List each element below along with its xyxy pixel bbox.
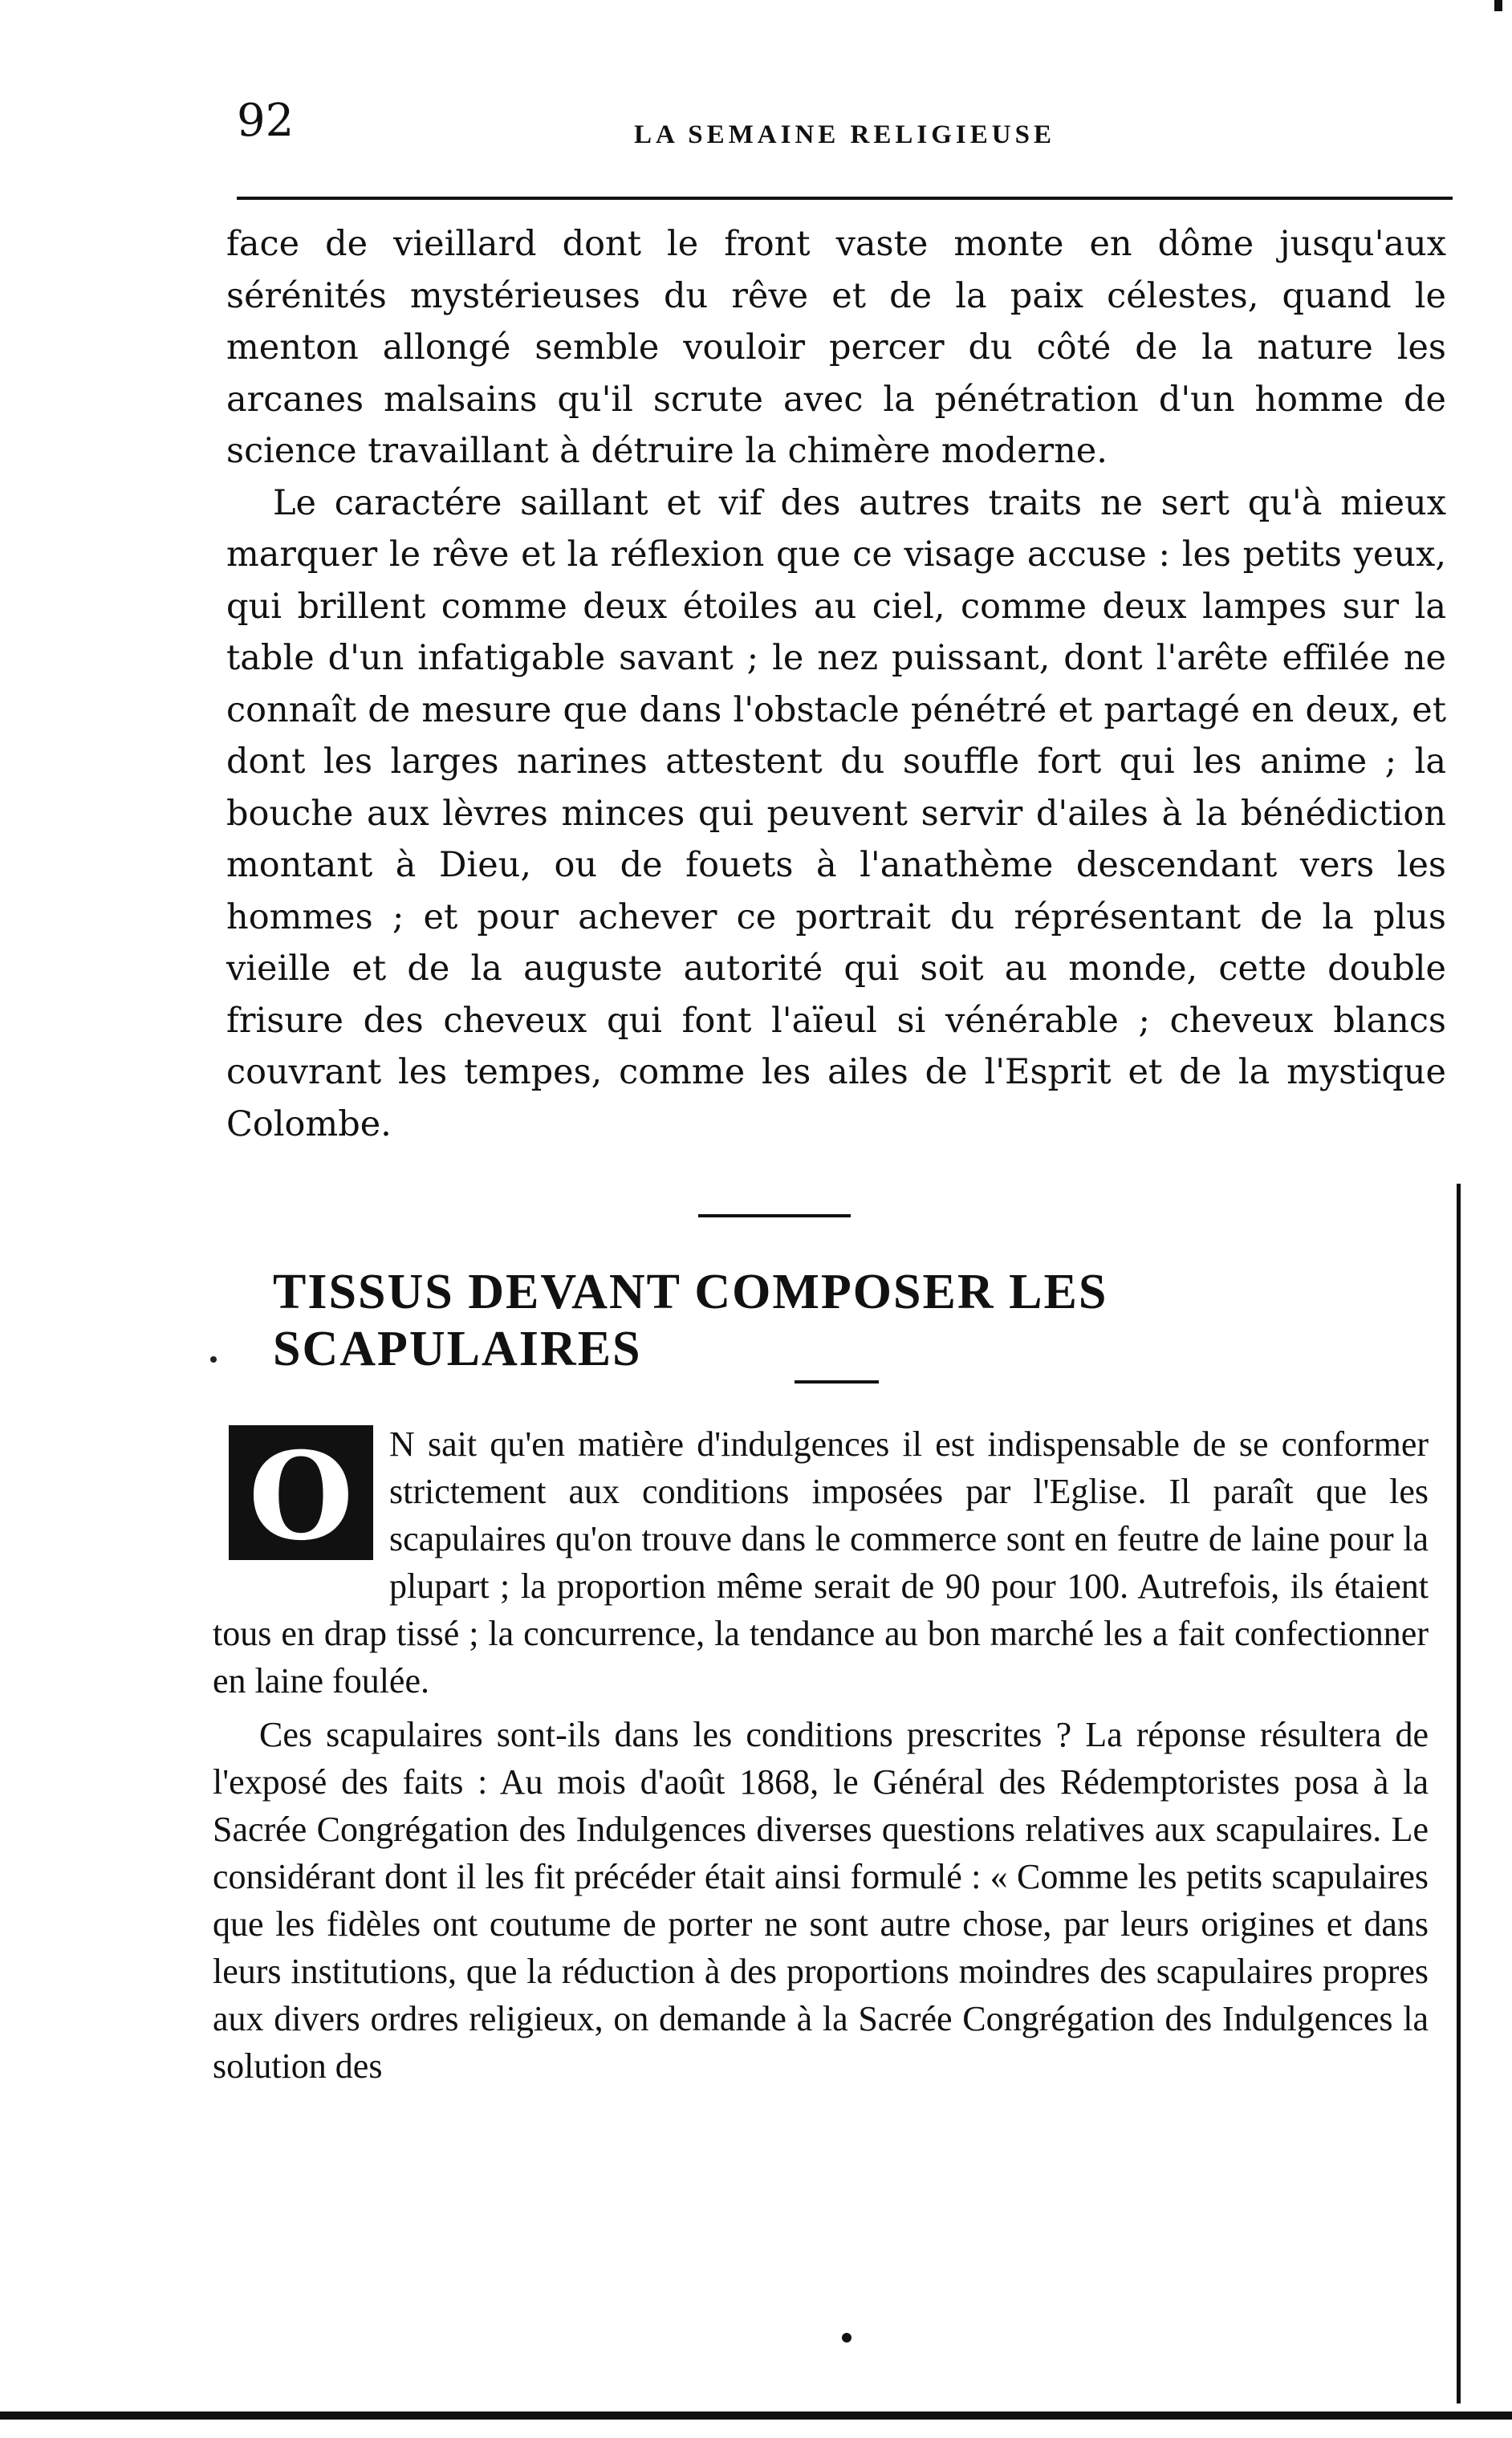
article-text [226,218,1446,1150]
page-number: 92 [237,95,295,147]
section-separator-rule [698,1214,851,1217]
section-first-paragraph [213,1420,1429,1705]
section-second-paragraph: Ces scapulaires sont-ils dans les conditions prescrites ? La réponse résultera de l'exposé des faits : Au mois d'août 1868, le Général des Rédemptoristes posa à la Sacrée Congrégation des Indulgences diverses questions relatives aux scapulaires. Le considérant dont il les fit précéder était ainsi formulé : « Comme les petits scapulaires que les fidèles ont coutume de porter ne sont autre chose, par leurs origines et dans leurs institutions, que la réduction à des proportions moindres des scapulaires propres aux divers ordres religieux, on demande à la Sacrée Congrégation des Indulgences la solution des [213,1715,1429,2086]
header-rule [237,197,1453,200]
section-title: TISSUS DEVANT COMPOSER LES SCAPULAIRES [273,1265,1108,1376]
scan-bottom-border [0,2412,1512,2420]
running-head: LA SEMAINE RELIGIEUSE [634,120,1055,149]
paragraph: Le caractére saillant et vif des autres traits ne sert qu'à mieux marquer le rêve et la réflexion que ce visage accuse : les petits yeux, qui brillent comme deux étoiles au ciel, comme deux lampes sur la table d'un infatigable savant ; le nez puissant, dont l'arête effilée ne connaît de mesure que dans l'obstacle pénétré et partagé en deux, et dont les larges narines attestent du souffle fort qui les anime ; la bouche aux lèvres minces qui peuvent servir d'ailes à la bénédiction montant à Dieu, ou de fouets à l'anathème descendant vers les hommes ; et pour achever ce portrait du réprésentant de la plus vieille et de la auguste autorité qui soit au monde, cette double frisure des cheveux qui font l'aïeul si vénérable ; cheveux blancs couvrant les tempes, comme les ailes de l'Esprit et de la mystique Colombe. [226,482,1446,1144]
paragraph-continued: face de vieillard dont le front vaste monte en dôme jusqu'aux sérénités mystérieuses du rêve et de la paix célestes, quand le menton allongé semble vouloir percer du côté de la nature les arcanes malsains qu'il scrute avec la pénétration d'un homme de science travaillant à détruire la chimère moderne. [226,224,1446,471]
print-speck [210,1356,217,1363]
footer-dot [842,2333,852,2343]
section-first-paragraph-text: N sait qu'en matière d'indulgences il est indispensable de se conformer strictement aux conditions imposées par l'Eglise. Il paraît que les scapulaires qu'on trouve dans le commerce sont en feutre de laine pour la plupart ; la proportion même serait de 90 pour 100. Autrefois, ils étaient tous en drap tissé ; la concurrence, la tendance au bon marché les a fait confectionner en laine foulée. [213,1424,1429,1701]
scan-corner-mark [1494,0,1502,11]
drop-cap-ornament: O [229,1425,373,1560]
section-body [213,1420,1429,2090]
scan-edge-border [1457,1184,1461,2403]
title-underline-rule [795,1380,879,1384]
